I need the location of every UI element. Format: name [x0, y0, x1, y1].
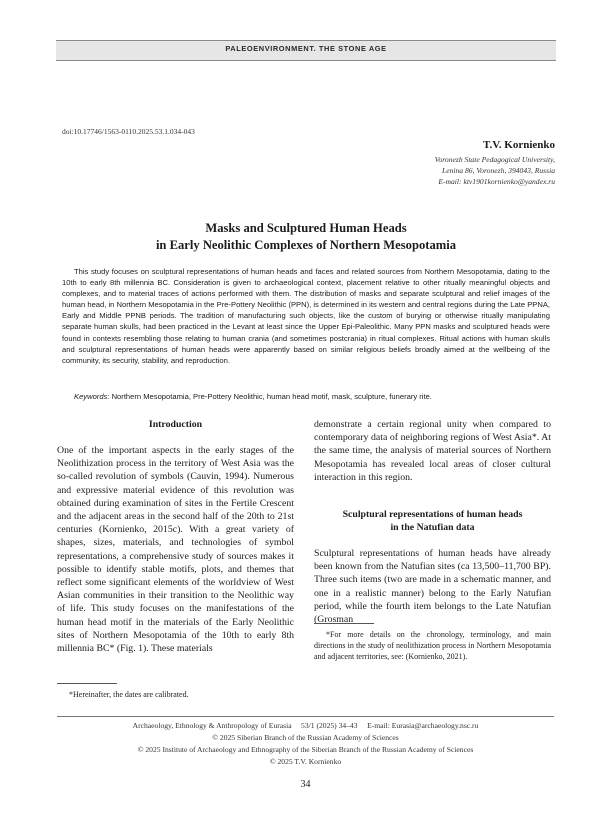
footnote-divider-right [314, 623, 374, 624]
footnote-divider-left [57, 683, 117, 684]
copyright-line-2: © 2025 Institute of Archaeology and Ethnography of the Siberian Branch of the Russian Academy of Sciences [137, 745, 474, 754]
keywords-text: Northern Mesopotamia, Pre-Pottery Neolithic, human head motif, mask, sculpture, funerary rite. [111, 392, 432, 401]
journal-info-line: Archaeology, Ethnology & Anthropology of Eurasia 53/1 (2025) 34–43 E-mail: Eurasia@archaeology.nsc.ru [132, 721, 479, 730]
copyright-line-3: © 2025 T.V. Kornienko [269, 757, 342, 766]
left-column [57, 418, 294, 655]
doi: doi:10.17746/1563-0110.2025.53.1.034-043 [62, 127, 195, 136]
section-label: PALEOENVIRONMENT. THE STONE AGE [225, 44, 387, 53]
author-name: T.V. Kornienko [482, 139, 555, 151]
author-email: E-mail: ktv1901kornienko@yandex.ru [438, 177, 555, 186]
author-affiliation-2: Lenina 86, Voronezh, 394043, Russia [442, 166, 555, 175]
keywords [62, 392, 550, 401]
footnote-left: *Hereinafter, the dates are calibrated. [69, 690, 189, 699]
page-number: 34 [300, 779, 311, 790]
abstract: This study focuses on sculptural representations of human heads and faces and related sources from Northern Mesopotamia, dating to the 10th to early 8th millennia BC. Consideration is given to archaeological context, placement relative to other ritually meaningful objects and complexes, and to material traces of actions performed with them. The distribution of masks and separate sculptural and relief images of the human head, in Northern Mesopotamia in the Pre-Pottery Neolithic (PPN), is determined in its western and central regions during the Late PPNA, Early and Middle PPNB periods. The tradition of manufacturing such objects, like the custom of burying or otherwise ritually manipulating separate human skulls, had been practiced in the Levant at least since the Upper Epi-Paleolithic. Many PPN masks and sculptured heads were found in contexts resembling those relating to human crania (and sometimes postcrania) in ritual complexes. Ritual actions with human skulls and sculptural representations of human heads were apparently based on similar religious beliefs broadly aimed at the wellbeing of the community, its security, stability, and reproduction. [62, 267, 550, 365]
footnote-right: *For more details on the chronology, terminology, and main directions in the study of neolithization process in Northern Mesopotamia and adjacent territories, see: (Kornienko, 2021). [314, 630, 551, 661]
right-column [314, 418, 551, 626]
natufian-paragraph: Sculptural representations of human heads have already been known from the Natufian sites (ca 13,500–11,700 BP). Three such items (two are made in a schematic manner, and one in a realistic manner) belong to the Early Natufian period, while the fourth item belongs to the Late Natufian (Grosman [314, 548, 551, 626]
continuation-paragraph: demonstrate a certain regional unity when compared to contemporary data of neighboring regions of West Asia*. At the same time, the analysis of material sources of Northern Mesopotamia has revealed local areas of closer cultural interaction in this region. [314, 419, 551, 483]
keywords-label: Keywords: [74, 392, 110, 401]
natufian-heading-line-2: in the Natufian data [390, 522, 475, 534]
author-affiliation-1: Voronezh State Pedagogical University, [434, 155, 555, 164]
footer-divider [57, 716, 554, 717]
natufian-heading-line-1: Sculptural representations of human heads [342, 509, 523, 521]
copyright-line-1: © 2025 Siberian Branch of the Russian Academy of Sciences [212, 733, 399, 742]
introduction-paragraph: One of the important aspects in the early stages of the Neolithization process in the territory of West Asia was the so-called revolution of symbols (Cauvin, 1994). Numerous and expressive material evidence of this revolution was obtained during examination of sites in the Fertile Crescent and the adjacent areas in the second half of the 20th to 21st centuries (Kornienko, 2015c). With a great variety of shapes, sizes, materials, and technologies of symbol representations, a comprehensive study of sources makes it possible to identify stable motifs, plots, and themes that reflect some significant elements of the worldview of West Asian communities in their transition to the Neolithic way of life. This study focuses on the manifestations of the human head motif in the materials of the Early Neolithic sites of Northern Mesopotamia of the 10th to early 8th millennia BC* (Fig. 1). These materials [57, 445, 294, 655]
section-header-band [56, 40, 556, 61]
article-title-line-1: Masks and Sculptured Human Heads [205, 221, 407, 235]
introduction-heading: Introduction [148, 419, 203, 430]
article-title-line-2: in Early Neolithic Complexes of Northern Mesopotamia [155, 238, 457, 252]
